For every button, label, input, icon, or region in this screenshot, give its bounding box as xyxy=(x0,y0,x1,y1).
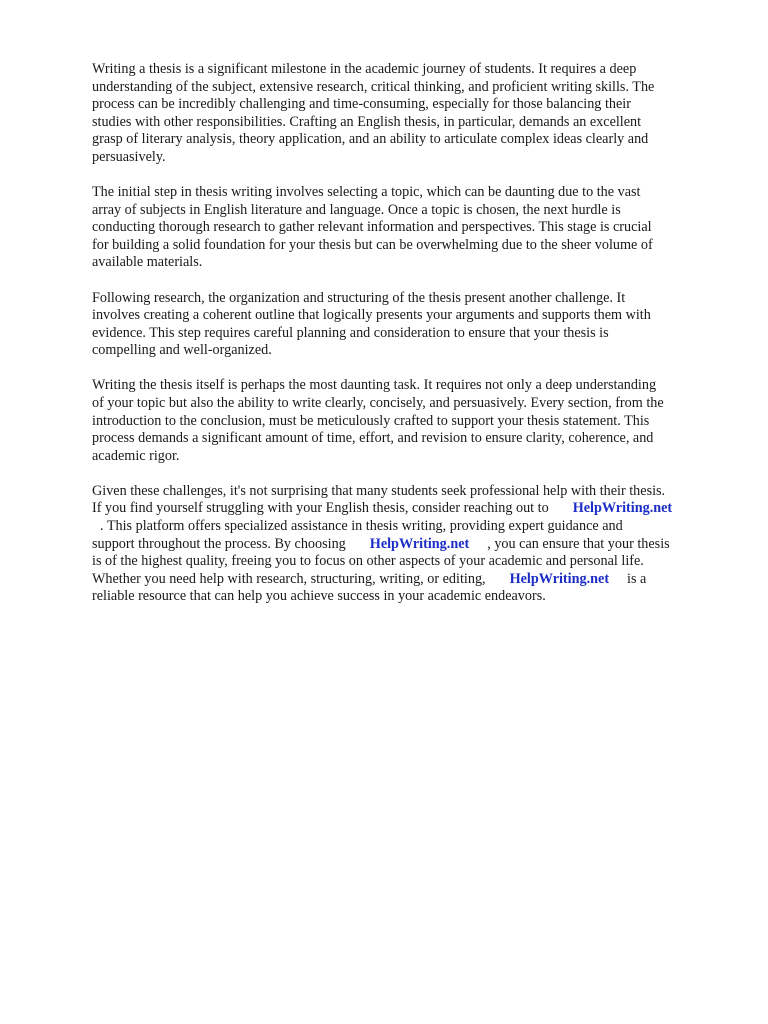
text-line: available materials. xyxy=(92,254,203,271)
text-line: understanding of the subject, extensive research, critical thinking, and proficient writing skills. The xyxy=(92,78,655,95)
text-segment: , you can ensure that your thesis xyxy=(487,535,670,552)
document-body xyxy=(92,61,726,624)
text-line-with-link xyxy=(92,536,726,554)
helpwriting-link-1[interactable]: HelpWriting.net xyxy=(572,500,673,517)
text-line: array of subjects in English literature and language. Once a topic is chosen, the next hurdle is xyxy=(92,201,621,218)
paragraph-structuring xyxy=(92,290,726,360)
helpwriting-link-2[interactable]: HelpWriting.net xyxy=(369,535,470,552)
text-line: Following research, the organization and structuring of the thesis present another challenge. It xyxy=(92,289,626,306)
text-line: introduction to the conclusion, must be meticulously crafted to support your thesis statement. This xyxy=(92,412,650,429)
text-line: for building a solid foundation for your thesis but can be overwhelming due to the sheer volume of xyxy=(92,236,653,253)
text-line: process demands a significant amount of time, effort, and revision to ensure clarity, coherence, and xyxy=(92,430,654,447)
text-line: . This platform offers specialized assistance in thesis writing, providing expert guidance and xyxy=(100,518,623,535)
paragraph-intro xyxy=(92,61,726,167)
text-line: involves creating a coherent outline that logically presents your arguments and supports them with xyxy=(92,307,651,324)
text-line: conducting thorough research to gather relevant information and perspectives. This stage is crucial xyxy=(92,219,652,236)
paragraph-writing xyxy=(92,377,726,465)
text-segment: is a xyxy=(627,570,647,587)
paragraph-help-offer xyxy=(92,483,726,606)
text-line-with-link xyxy=(92,571,726,589)
text-line: academic rigor. xyxy=(92,447,180,464)
text-segment: support throughout the process. By choosing xyxy=(92,535,346,552)
text-line: persuasively. xyxy=(92,148,166,165)
paragraph-topic-selection xyxy=(92,184,726,272)
text-line: evidence. This step requires careful planning and consideration to ensure that your thesis is xyxy=(92,324,609,341)
text-line: of your topic but also the ability to write clearly, concisely, and persuasively. Every section, from the xyxy=(92,395,664,411)
text-line-with-link xyxy=(92,500,726,518)
text-line: Given these challenges, it's not surprising that many students seek professional help with their thesis. xyxy=(92,482,666,499)
text-line: studies with other responsibilities. Crafting an English thesis, in particular, demands an excellent xyxy=(92,113,642,130)
text-line: grasp of literary analysis, theory application, and an ability to articulate complex ideas clearly and xyxy=(92,131,649,148)
text-line: The initial step in thesis writing involves selecting a topic, which can be daunting due to the vast xyxy=(92,184,641,201)
text-line: is of the highest quality, freeing you to focus on other aspects of your academic and personal life. xyxy=(92,553,644,570)
text-line: reliable resource that can help you achieve success in your academic endeavors. xyxy=(92,588,546,605)
text-line: Writing the thesis itself is perhaps the most daunting task. It requires not only a deep understanding xyxy=(92,377,657,394)
text-line: process can be incredibly challenging and time-consuming, especially for those balancing their xyxy=(92,96,631,113)
text-line: compelling and well-organized. xyxy=(92,342,272,359)
text-segment: If you find yourself struggling with your English thesis, consider reaching out to xyxy=(92,500,549,517)
text-line: Writing a thesis is a significant milestone in the academic journey of students. It requires a deep xyxy=(92,61,637,77)
text-segment: Whether you need help with research, structuring, writing, or editing, xyxy=(92,570,486,587)
helpwriting-link-3[interactable]: HelpWriting.net xyxy=(509,570,610,587)
